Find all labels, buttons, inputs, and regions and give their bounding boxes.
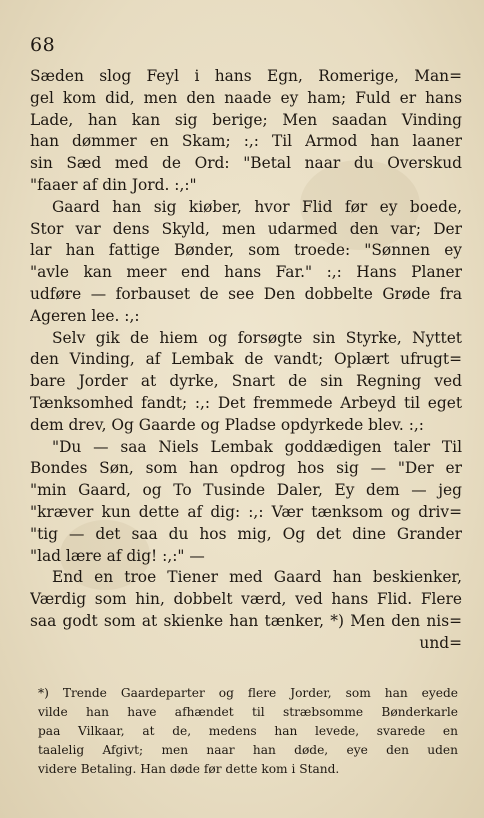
footnote (38, 684, 458, 779)
text-line: saa godt som at skienke han tænker, *) Men den nis= (30, 611, 462, 630)
catchword: und= (419, 633, 462, 652)
text-line: Værdig som hin, dobbelt værd, ved hans Flid. Flere (30, 590, 462, 609)
footnote-line: taalelig Afgivt; men naar han døde, eye den uden (38, 743, 458, 757)
text-line: han dømmer en Skam; :,: Til Armod han laaner (30, 132, 462, 151)
text-line: Sæden slog Feyl i hans Egn, Romerige, Man= (30, 67, 462, 85)
text-line: lar han fattige Bønder, som troede: "Sønnen ey (30, 241, 462, 260)
text-line: "faaer af din Jord. :,:" (30, 175, 197, 194)
footnote-line: *) Trende Gaardeparter og flere Jorder, som han eyede (38, 686, 458, 700)
text-line: Gaard han sig kiøber, hvor Flid før ey boede, (52, 197, 462, 216)
text-line: dem drev, Og Gaarde og Pladse opdyrkede blev. :,: (30, 415, 424, 434)
text-line: Stor var dens Skyld, men udarmed den var; Der (30, 219, 462, 238)
footnote-line: paa Vilkaar, at de, medens han levede, svarede en (38, 724, 458, 738)
text-line: bare Jorder at dyrke, Snart de sin Regning ved (30, 372, 462, 391)
text-line: udføre — forbauset de see Den dobbelte Grøde fra (30, 284, 462, 303)
footnote-line: vilde han have afhændet til stræbsomme Bønderkarle (38, 705, 458, 719)
text-line: den Vinding, af Lembak de vandt; Oplært ufrugt= (30, 350, 462, 369)
page-number: 68 (30, 34, 56, 56)
text-line: "tig — det saa du hos mig, Og det dine Grander (30, 524, 462, 543)
text-line: "Du — saa Niels Lembak goddædigen taler Til (52, 437, 462, 456)
text-line: gel kom did, men den naade ey ham; Fuld er hans (30, 88, 462, 107)
text-line: Selv gik de hiem og forsøgte sin Styrke, Nyttet (52, 328, 462, 347)
text-line: End en troe Tiener med Gaard han beskienker, (52, 568, 462, 587)
text-line: Ageren lee. :,: (30, 306, 140, 325)
text-line: Lade, han kan sig berige; Men saadan Vinding (30, 110, 462, 129)
text-line: "lad lære af dig! :,:" — (30, 546, 205, 565)
text-line: sin Sæd med de Ord: "Betal naar du Overskud (30, 154, 462, 173)
text-line: Tænksomhed fandt; :,: Det fremmede Arbeyd til eget (30, 393, 462, 412)
text-line: Bondes Søn, som han opdrog hos sig — "Der er (30, 459, 462, 478)
text-line: "kræver kun dette af dig: :,: Vær tænksom og driv= (30, 502, 462, 521)
text-line: "avle kan meer end hans Far." :,: Hans Planer (30, 263, 462, 282)
footnote-line: videre Betaling. Han døde før dette kom i Stand. (38, 762, 340, 776)
main-text (30, 66, 462, 655)
text-line: "min Gaard, og To Tusinde Daler, Ey dem — jeg (30, 481, 462, 500)
